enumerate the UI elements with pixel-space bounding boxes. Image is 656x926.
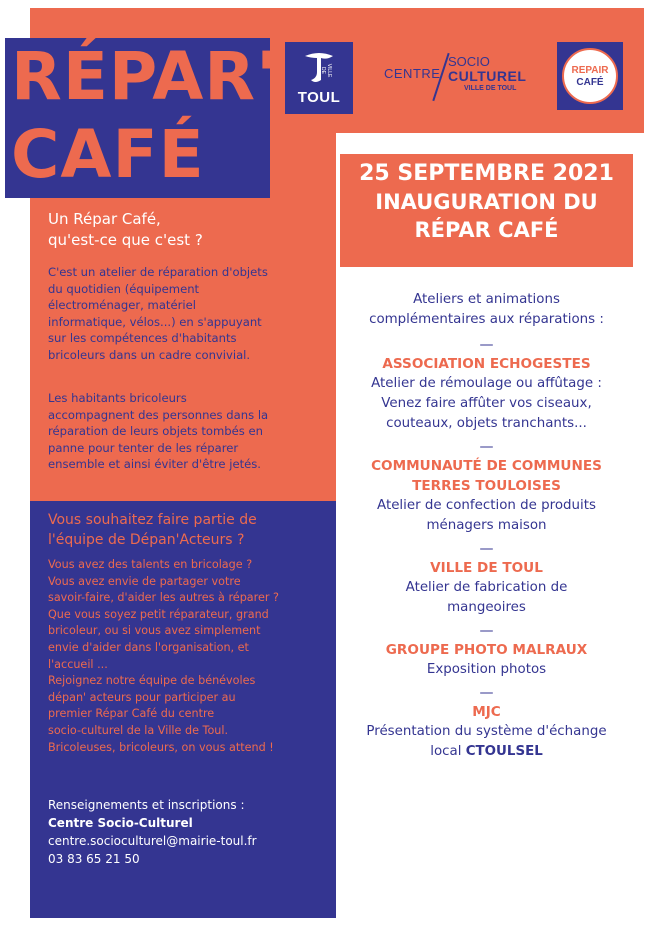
title-line-2: CAFÉ — [11, 116, 205, 193]
separator: — — [479, 541, 494, 557]
cafe-label: CAFÉ — [576, 77, 604, 88]
program-list: Ateliers et animations complémentaires aux réparations : — ASSOCIATION ECHOGESTES Atelier de rémoulage ou affûtage : Venez faire affûter vos ciseaux, couteaux, objets tranchants... — COMMUNAUTÉ DE COMMUNES TERRES TOULOISES Atelier de confection de produits ménagers maison — VILLE DE TOUL Atelier de fabrication de mangeoires — GROUPE PHOTO MALRAUX Exposition photos — MJC Présentation du système d'échange local CTOULSEL — [340, 290, 633, 762]
repair-label: REPAIR — [571, 65, 609, 76]
org-ville-de-toul: VILLE DE TOUL — [430, 560, 543, 576]
centre-label: CENTRE — [384, 66, 441, 81]
title-line-1: RÉPAR' — [11, 38, 278, 115]
separator: — — [479, 685, 494, 701]
info-name: Centre Socio-Culturel — [48, 816, 193, 830]
question-heading: Un Répar Café, qu'est-ce que c'est ? — [48, 210, 203, 249]
centre-socio-culturel-logo — [380, 48, 530, 108]
culturel-label: CULTUREL — [448, 68, 527, 84]
toul-emblem-icon — [299, 50, 339, 86]
event-date: 25 SEPTEMBRE 2021 — [359, 161, 614, 186]
ctoulsel-label: CTOULSEL — [465, 744, 543, 759]
event-title-line-2: RÉPAR CAFÉ — [414, 218, 559, 242]
separator: — — [479, 337, 494, 353]
ville-de-label: VILLE DE — [320, 63, 332, 78]
team-heading: Vous souhaitez faire partie de l'équipe de Dépan'Acteurs ? — [48, 512, 257, 548]
title-block — [5, 38, 278, 198]
separator: — — [479, 623, 494, 639]
repair-cafe-badge — [562, 48, 618, 104]
info-phone: 03 83 65 21 50 — [48, 852, 140, 866]
org-terres-touloises: COMMUNAUTÉ DE COMMUNES — [371, 458, 602, 474]
description-paragraph-1: C'est un atelier de réparation d'objets du quotidien (équipement électroménager, matériel informatique, vélos...) en s'appuyant sur les compétences d'habitants bricoleurs dans un cadre convivial. — [48, 265, 268, 362]
event-title-line-1: INAUGURATION DU — [375, 190, 598, 214]
date-banner — [340, 154, 633, 267]
poster — [11, 8, 644, 918]
description-paragraph-2: Les habitants bricoleurs accompagnent des personnes dans la réparation de leurs objets tombés en panne pour tenter de les réparer ensemble et ainsi éviter d'être jetés. — [48, 391, 269, 472]
repair-cafe-logo — [557, 42, 623, 110]
toul-label: TOUL — [297, 89, 341, 106]
separator: — — [479, 439, 494, 455]
org-groupe-photo: GROUPE PHOTO MALRAUX — [385, 642, 588, 658]
org-mjc: MJC — [472, 704, 501, 720]
ville-de-toul-logo — [285, 42, 353, 114]
info-email: centre.socioculturel@mairie-toul.fr — [48, 834, 257, 848]
team-call: Bricoleuses, bricoleurs, on vous attend ! — [48, 740, 274, 754]
contact-info — [48, 796, 330, 868]
socio-label: SOCIO — [448, 54, 490, 69]
info-label: Renseignements et inscriptions : — [48, 798, 245, 812]
ville-de-toul-label: VILLE DE TOUL — [464, 85, 517, 92]
team-paragraph: Vous avez des talents en bricolage ? Vous avez envie de partager votre savoir-faire, d'aider les autres à réparer ? Que vous soyez petit réparateur, grand bricoleur, ou si vous avez simplement envie d'aider dans l'organisation, et l'accueil ... Rejoignez notre équipe de bénévoles dépan' acteurs pour participer au premier Répar Café du centre socio-culturel de la Ville de Toul. Bricoleuses, bricoleurs, on vous attend ! — [48, 557, 330, 756]
org-echogestes: ASSOCIATION ECHOGESTES — [382, 356, 591, 372]
